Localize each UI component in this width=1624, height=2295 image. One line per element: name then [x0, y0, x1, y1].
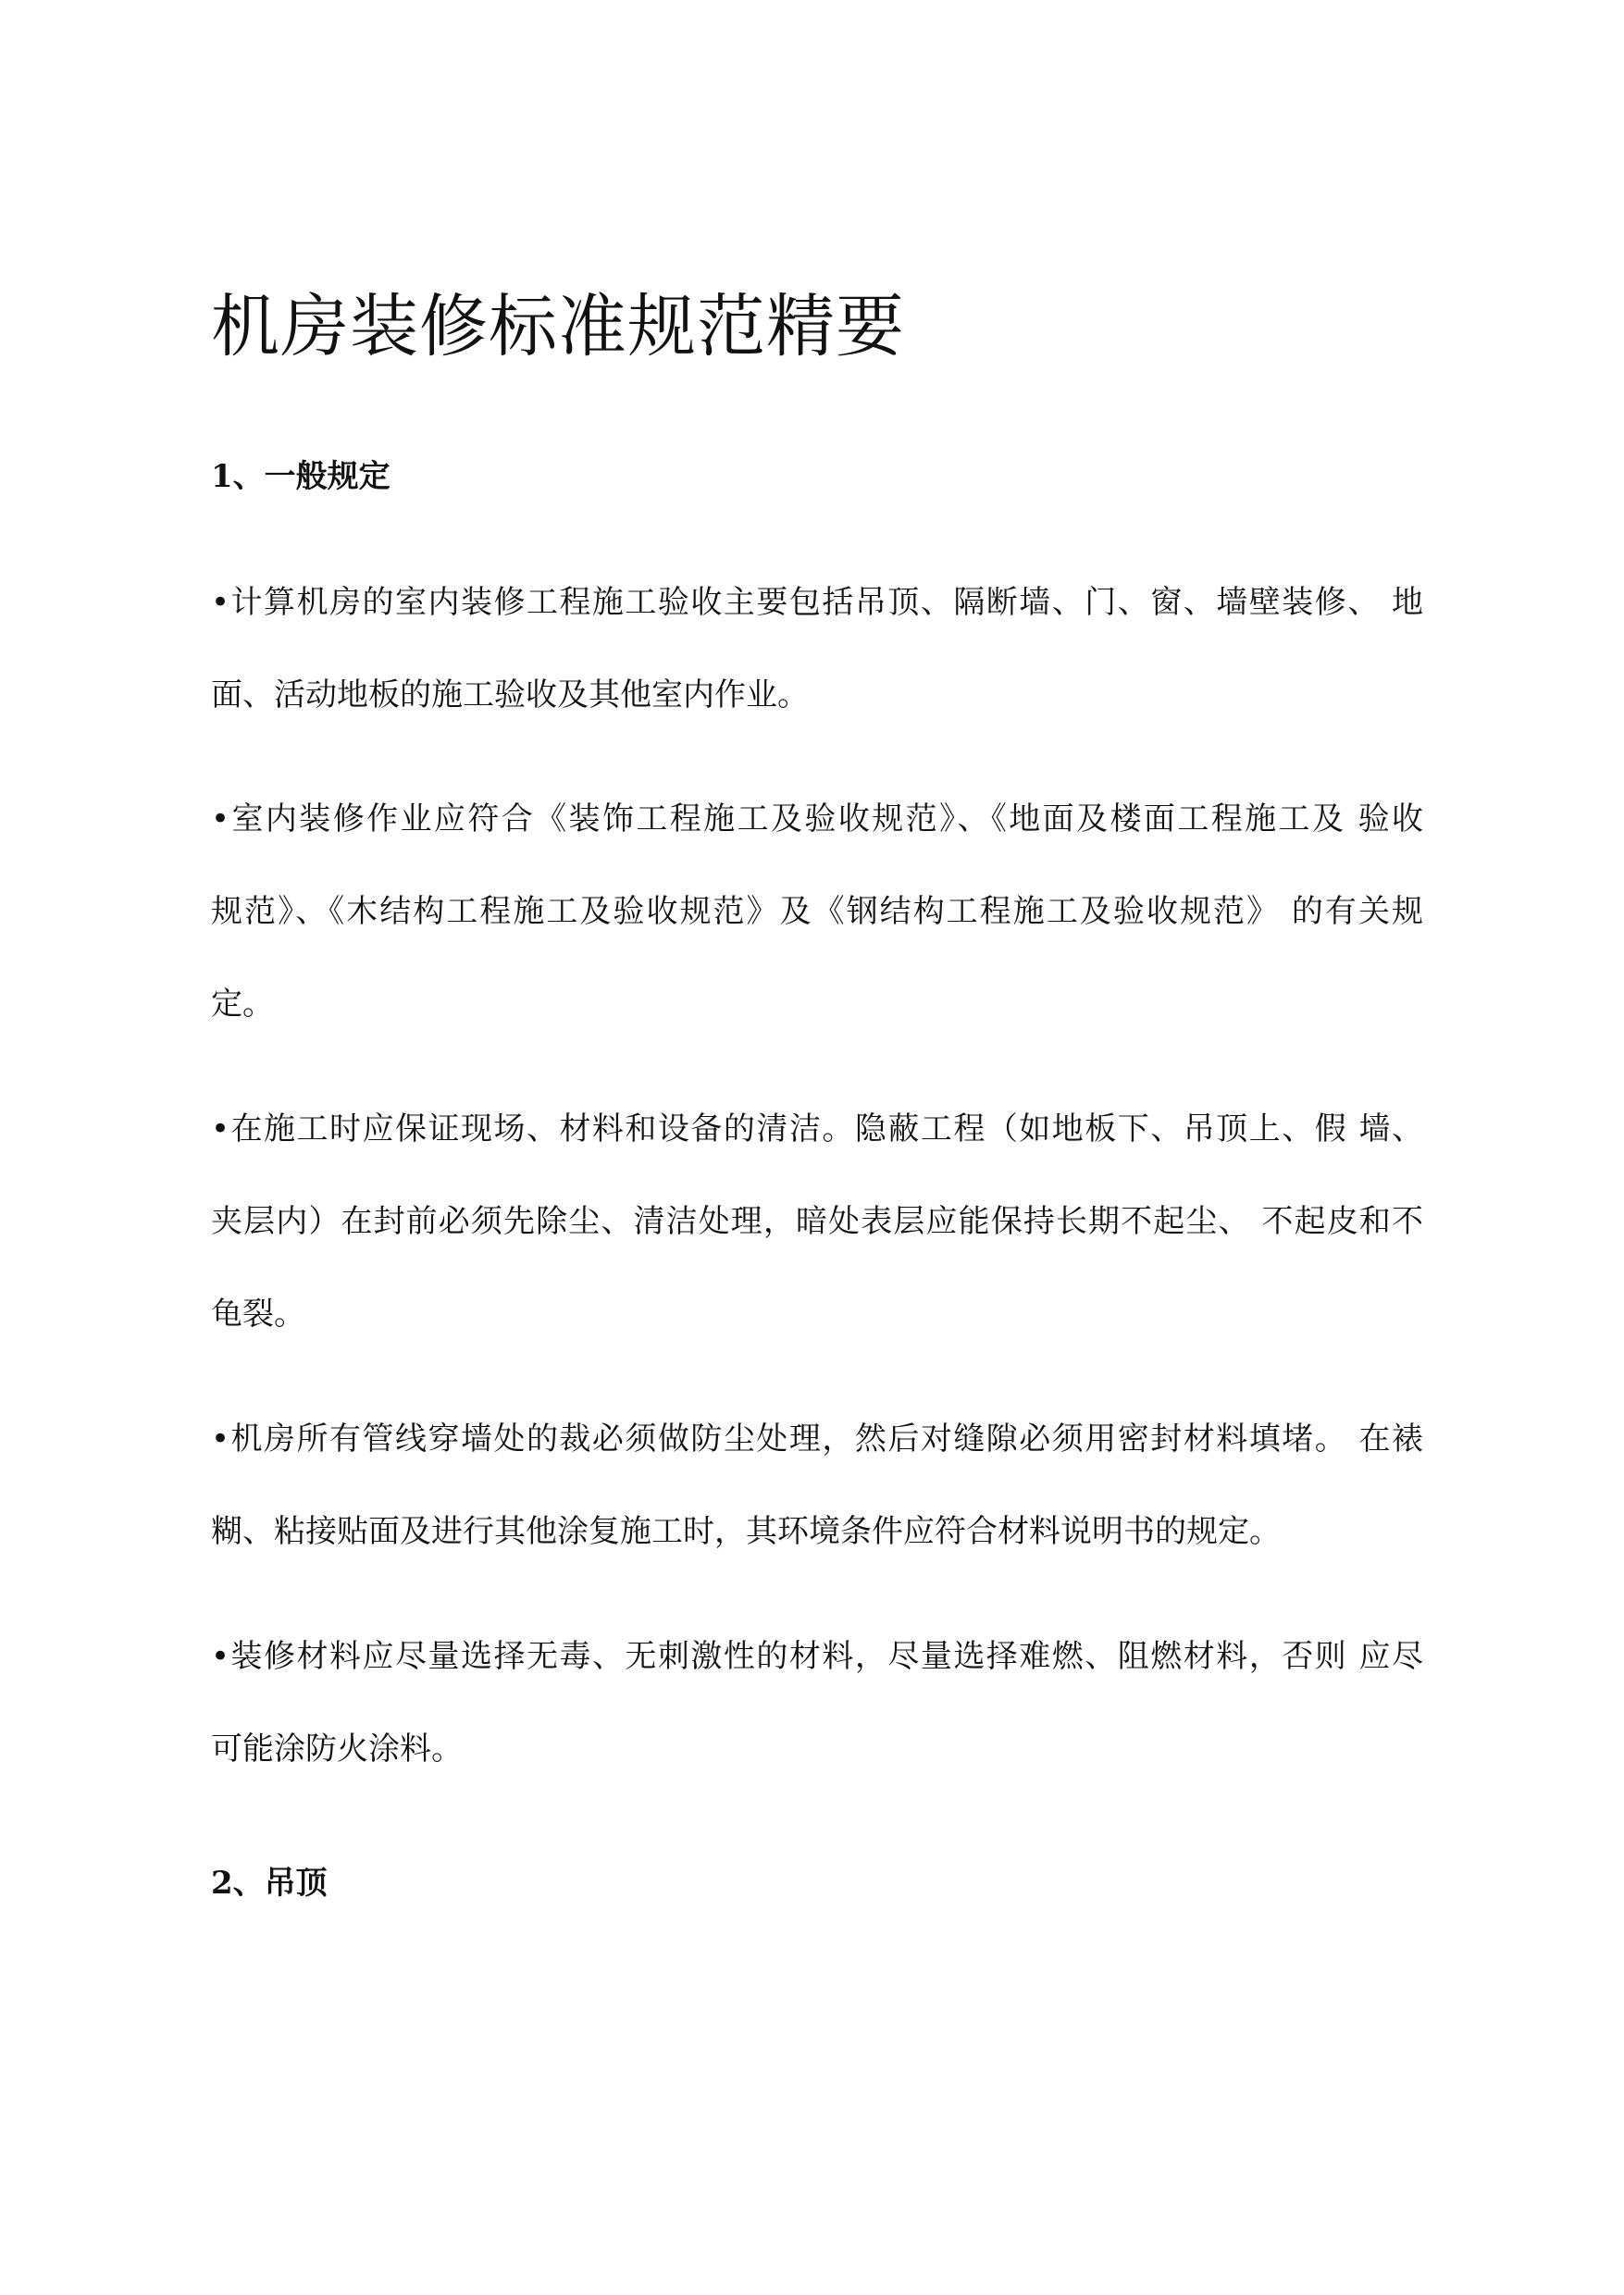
paragraph-line: 糊、粘接贴面及进行其他涂复施工时，其环境条件应符合材料说明书的规定。: [211, 1513, 1281, 1550]
paragraph-standards: [211, 773, 1423, 1050]
section-heading-ceiling: 2、吊顶: [211, 1865, 328, 1902]
paragraph-line: •装修材料应尽量选择无毒、无刺激性的材料，尽量选择难燃、阻燃材料，否则 应尽: [211, 1638, 1423, 1675]
paragraph-scope: [211, 556, 1423, 741]
section-heading-general: 1、一般规定: [211, 458, 391, 495]
paragraph-line: •室内装修作业应符合《装饰工程施工及验收规范》、《地面及楼面工程施工及 验收: [211, 800, 1423, 837]
paragraph-line: 可能涂防火涂料。: [211, 1731, 463, 1768]
paragraph-line: 定。: [211, 986, 274, 1023]
paragraph-line: 夹层内）在封前必须先除尘、清洁处理，暗处表层应能保持长期不起尘、 不起皮和不: [211, 1203, 1423, 1240]
document-title: 机房装修标准规范精要: [211, 287, 905, 366]
paragraph-line: •机房所有管线穿墙处的裁必须做防尘处理，然后对缝隙必须用密封材料填堵。 在裱: [211, 1420, 1423, 1458]
paragraph-pipelines: [211, 1393, 1423, 1578]
paragraph-line: •计算机房的室内装修工程施工验收主要包括吊顶、隔断墙、门、窗、墙壁装修、 地: [211, 584, 1423, 621]
paragraph-line: •在施工时应保证现场、材料和设备的清洁。隐蔽工程（如地板下、吊顶上、假 墙、: [211, 1110, 1423, 1148]
paragraph-cleanliness: [211, 1083, 1423, 1360]
paragraph-line: 规范》、《木结构工程施工及验收规范》及《钢结构工程施工及验收规范》 的有关规: [211, 893, 1423, 930]
paragraph-materials: [211, 1610, 1423, 1795]
paragraph-line: 面、活动地板的施工验收及其他室内作业。: [211, 676, 809, 713]
paragraph-line: 龟裂。: [211, 1296, 305, 1333]
